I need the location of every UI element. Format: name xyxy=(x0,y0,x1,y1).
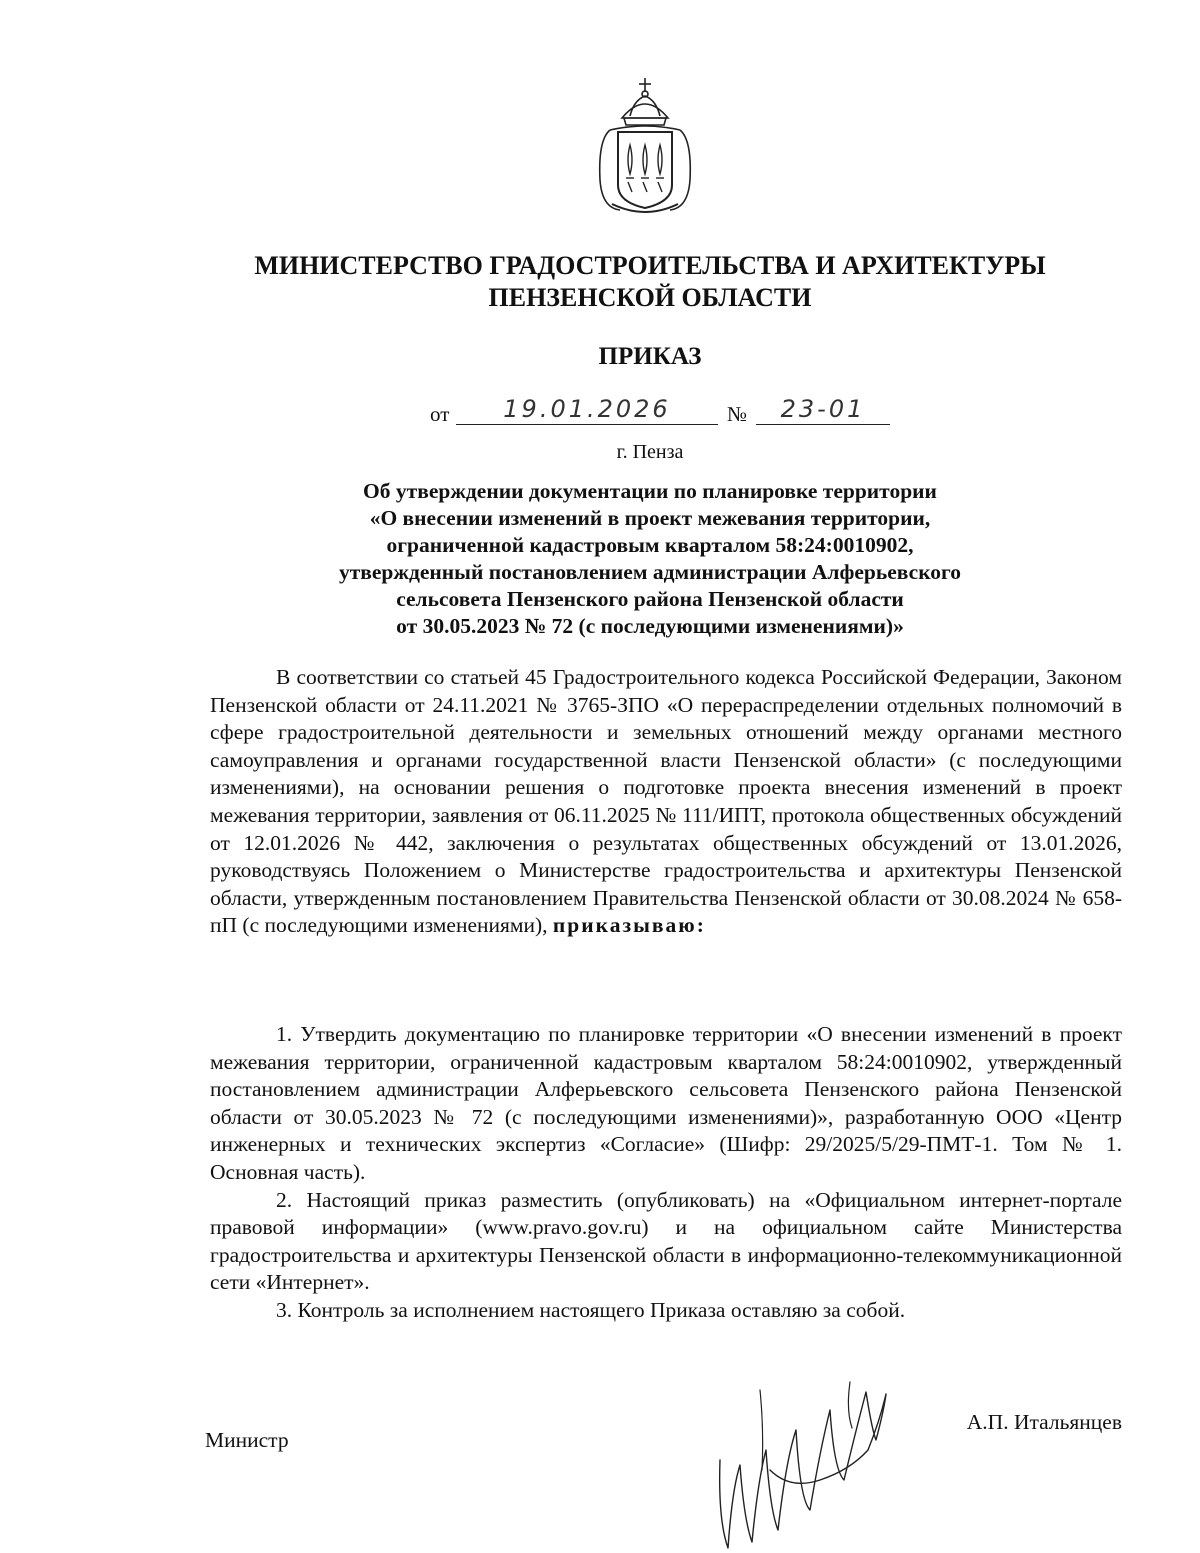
ministry-name xyxy=(150,250,1150,314)
ministry-name-line1: МИНИСТЕРСТВО ГРАДОСТРОИТЕЛЬСТВА И АРХИТЕКТУРЫ xyxy=(254,251,1046,280)
preamble-text: В соответствии со статьей 45 Градостроительного кодекса Российской Федерации, Законом Пензенской области от 24.11.2021 № 3765-ЗПО «О перераспределении отдельных полномочий в сфере градостроительной деятельности и земельных отношений между органами местного самоуправления и органами государственной власти Пензенской области» (с последующими изменениями), на основании решения о подготовке проекта внесения изменений в проект межевания территории, заявления от 06.11.2025 № 111/ИПТ, протокола общественных обсуждений от 12.01.2026 № 442, заключения о результатах общественных обсуждений от 13.01.2026, руководствуясь Положением о Министерстве градостроительства и архитектуры Пензенской области, утвержденным постановлением Правительства Пензенской области от 30.08.2024 № 658-пП (с последующими изменениями), xyxy=(210,665,1122,938)
preamble-paragraph xyxy=(210,664,1122,940)
signer-name: А.П. Итальянцев xyxy=(966,1410,1122,1434)
signer-position: Министр xyxy=(205,1428,289,1452)
city: г. Пенза xyxy=(616,441,684,463)
preamble xyxy=(210,664,1122,940)
subject-line: Об утверждении документации по планировке территории xyxy=(363,479,937,503)
coat-of-arms-icon xyxy=(590,70,700,220)
date-label: от xyxy=(430,402,450,426)
date-number-row xyxy=(430,397,900,431)
order-colon: : xyxy=(696,913,706,938)
order-item: 1. Утвердить документацию по планировке территории «О внесении изменений в проект межевания территории, ограниченной кадастровым кварталом 58:24:0010902, утвержденный постановлением администрации Алферьевского сельсовета Пензенского района Пензенской области от 30.05.2023 № 72 (с последующими изменениями)», разработанную ООО «Центр инженерных и технических экспертиз «Согласие» (Шифр: 29/2025/5/29-ПМТ-1. Том № 1. Основная часть). xyxy=(210,1022,1122,1184)
number-label: № xyxy=(727,402,748,426)
order-item: 2. Настоящий приказ разместить (опубликовать) на «Официальном интернет-портале правовой информации» (www.pravo.gov.ru) и на официальном сайте Министерства градостроительства и архитектуры Пензенской области в информационно-телекоммуникационной сети «Интернет». xyxy=(210,1187,1122,1295)
ministry-name-line2: ПЕНЗЕНСКОЙ ОБЛАСТИ xyxy=(488,283,812,312)
number-value: 23-01 xyxy=(756,395,890,425)
subject-line: ограниченной кадастровым кварталом 58:24:0010902, xyxy=(386,533,914,557)
order-items xyxy=(210,1021,1122,1325)
subject-line: от 30.05.2023 № 72 (с последующими изменениями)» xyxy=(396,614,904,638)
order-item: 3. Контроль за исполнением настоящего Приказа оставляю за собой. xyxy=(276,1297,906,1322)
date-value: 19.01.2026 xyxy=(456,395,718,425)
subject-line: «О внесении изменений в проект межевания территории, xyxy=(369,506,931,530)
handwritten-signature xyxy=(700,1370,900,1550)
order-word: приказываю xyxy=(552,913,697,938)
document-type: ПРИКАЗ xyxy=(598,343,702,370)
document-subject xyxy=(200,478,1100,640)
subject-line: утвержденный постановлением администрации Алферьевского xyxy=(338,560,962,584)
subject-line: сельсовета Пензенского района Пензенской области xyxy=(396,587,904,611)
